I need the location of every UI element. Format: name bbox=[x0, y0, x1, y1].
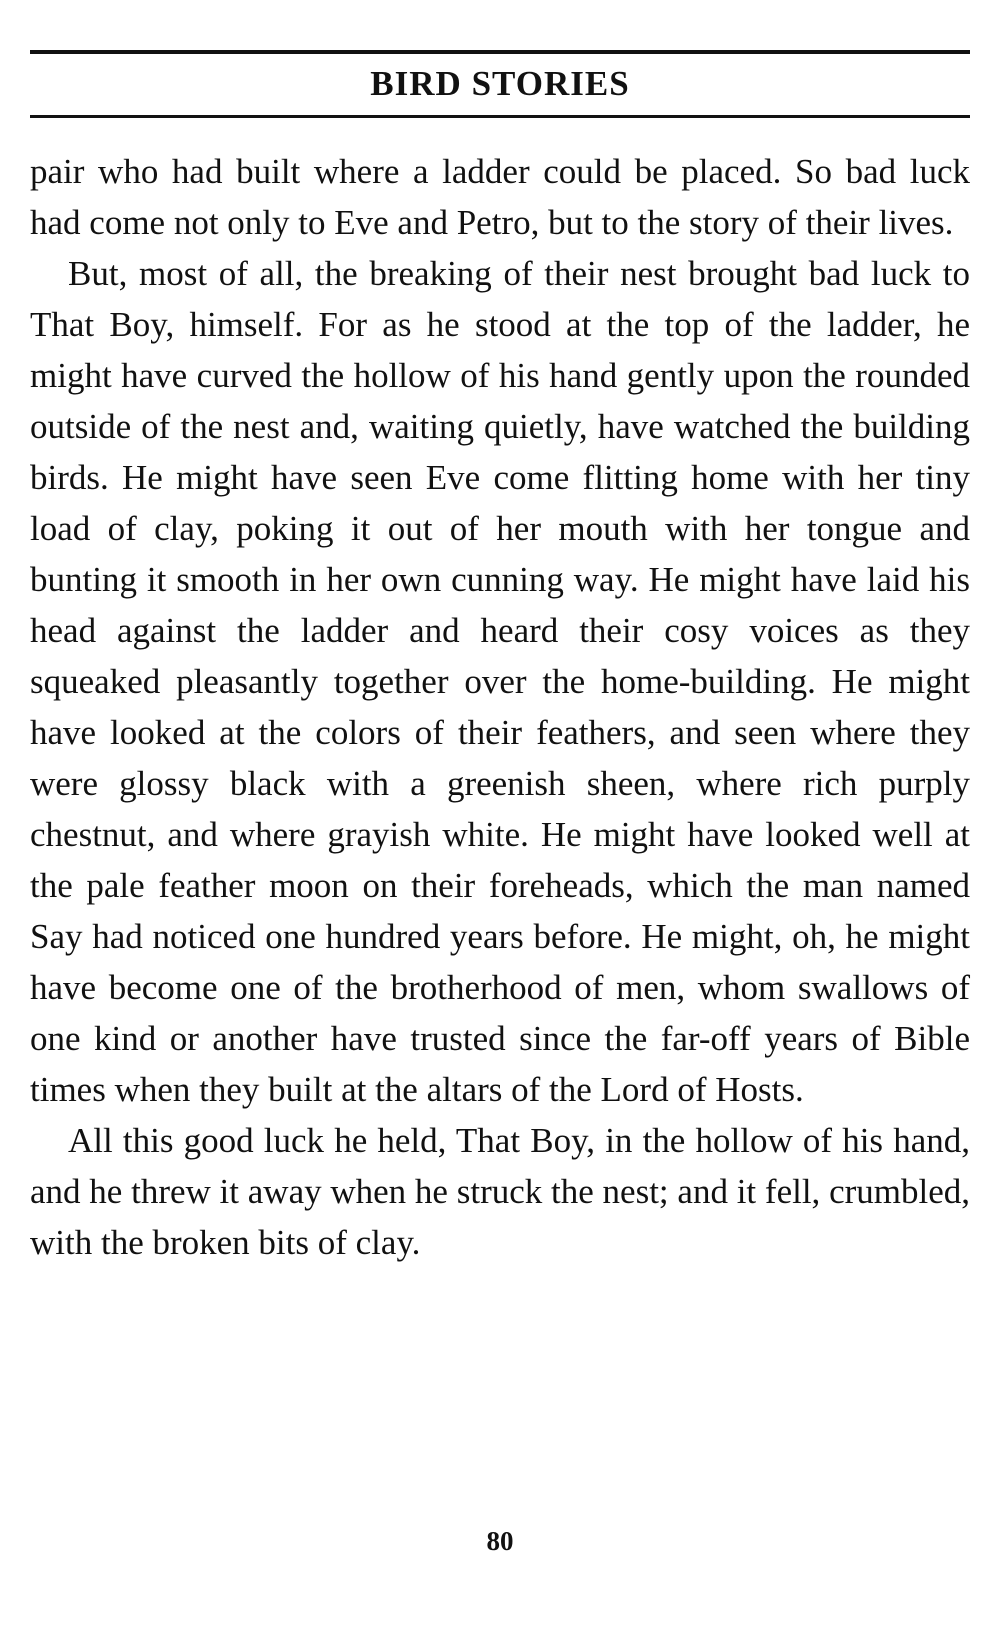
paragraph-continued: pair who had built where a ladder could be placed. So bad luck had come not only to Eve and Petro, but to the story of their lives. bbox=[30, 152, 970, 242]
header-top-rule bbox=[30, 50, 970, 54]
paragraph: All this good luck he held, That Boy, in the hollow of his hand, and he threw it away when he struck the nest; and it fell, crumbled, with the broken bits of clay. bbox=[30, 1121, 970, 1262]
header-bottom-rule bbox=[30, 115, 970, 118]
paragraph: But, most of all, the breaking of their nest brought bad luck to That Boy, himself. For as he stood at the top of the ladder, he might have curved the hollow of his hand gently upon the rounded outside of the nest and, waiting quietly, have watched the building birds. He might have seen Eve come flitting home with her tiny load of clay, poking it out of her mouth with her tongue and bunting it smooth in her own cunning way. He might have laid his head against the ladder and heard their cosy voices as they squeaked pleasantly together over the home-building. He might have looked at the colors of their feathers, and seen where they were glossy black with a greenish sheen, where rich purply chestnut, and where grayish white. He might have looked well at the pale feather moon on their foreheads, which the man named Say had noticed one hundred years before. He might, oh, he might have become one of the brotherhood of men, whom swallows of one kind or another have trusted since the far-off years of Bible times when they built at the altars of the Lord of Hosts. bbox=[30, 254, 970, 1109]
body-text bbox=[30, 146, 970, 1268]
running-title: BIRD STORIES bbox=[370, 64, 630, 103]
page-number: 80 bbox=[486, 1526, 514, 1556]
